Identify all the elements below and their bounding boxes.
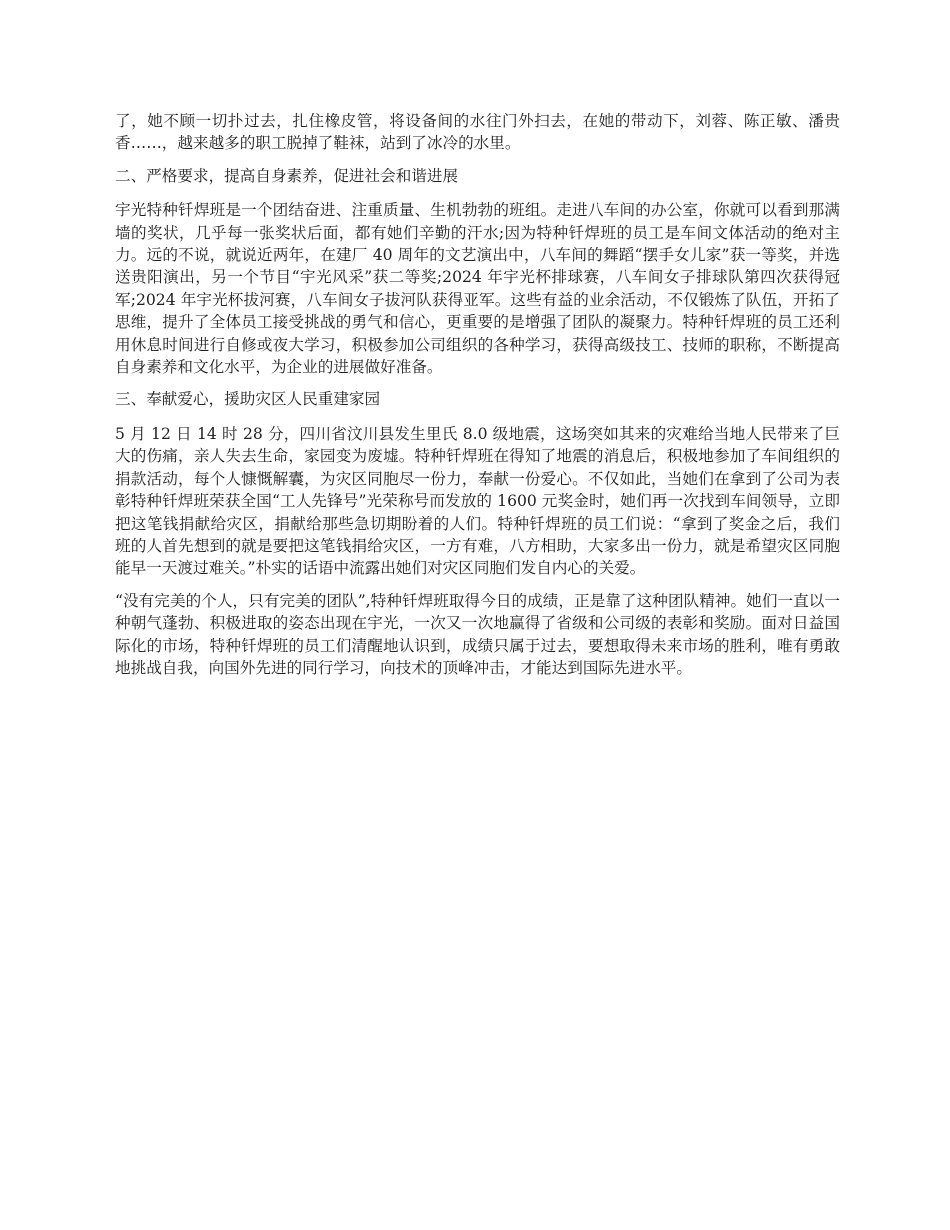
paragraph-earthquake-donation: 5 月 12 日 14 时 28 分，四川省汶川县发生里氏 8.0 级地震，这场突如其来的灾难给当地人民带来了巨大的伤痛，亲人失去生命，家园变为废墟。特种钎焊班在得知了地震的消息后，积极地参加了车间组织的捐款活动，每个人慷慨解囊，为灾区同胞尽一份力，奉献一份爱心。不仅如此，当她们在拿到了公司为表彰特种钎焊班荣获全国“工人先锋号”光荣称号而发放的 1600 元奖金时，她们再一次找到车间领导，立即把这笔钱捐献给灾区，捐献给那些急切期盼着的人们。特种钎焊班的员工们说：“拿到了奖金之后，我们班的人首先想到的就是要把这笔钱捐给灾区，一方有难，八方相助，大家多出一份力，就是希望灾区同胞能早一天渡过难关。”朴实的话语中流露出她们对灾区同胞们发自内心的关爱。 [115, 424, 840, 578]
section-heading-3: 三、奉献爱心，援助灾区人民重建家园 [115, 390, 381, 409]
section-heading-2: 二、严格要求，提高自身素养，促进社会和谐进展 [115, 166, 459, 185]
paragraph-team-spirit: “没有完美的个人，只有完美的团队”,特种钎焊班取得今日的成绩，正是靠了这种团队精神。她们一直以一种朝气蓬勃、积极进取的姿态出现在宇光，一次又一次地赢得了省级和公司级的表彰和奖励。面对日益国际化的市场，特种钎焊班的员工们清醒地认识到，成绩只属于过去，要想取得未来市场的胜利，唯有勇敢地挑战自我，向国外先进的同行学习，向技术的顶峰冲击，才能达到国际先进水平。 [115, 591, 840, 677]
document-body [115, 110, 840, 689]
paragraph-continuation: 了，她不顾一切扑过去，扎住橡皮管，将设备间的水往门外扫去，在她的带动下，刘蓉、陈正敏、潘贵香……，越来越多的职工脱掉了鞋袜，站到了冰冷的水里。 [115, 112, 840, 153]
paragraph-team-activities: 宇光特种钎焊班是一个团结奋进、注重质量、生机勃勃的班组。走进八车间的办公室，你就可以看到那满墙的奖状，几乎每一张奖状后面，都有她们辛勤的汗水;因为特种钎焊班的员工是车间文体活动的绝对主力。远的不说，就说近两年，在建厂 40 周年的文艺演出中，八车间的舞蹈“摆手女儿家”获一等奖，并选送贵阳演出，另一个节目“宇光风采”获二等奖;2024 年宇光杯排球赛，八车间女子排球队第四次获得冠军;2024 年宇光杯拔河赛，八车间女子拔河队获得亚军。这些有益的业余活动，不仅锻炼了队伍，开拓了思维，提升了全体员工接受挑战的勇气和信心，更重要的是增强了团队的凝聚力。特种钎焊班的员工还利用休息时间进行自修或夜大学习，积极参加公司组织的各种学习，获得高级技工、技师的职称，不断提高自身素养和文化水平，为企业的进展做好准备。 [115, 201, 840, 377]
